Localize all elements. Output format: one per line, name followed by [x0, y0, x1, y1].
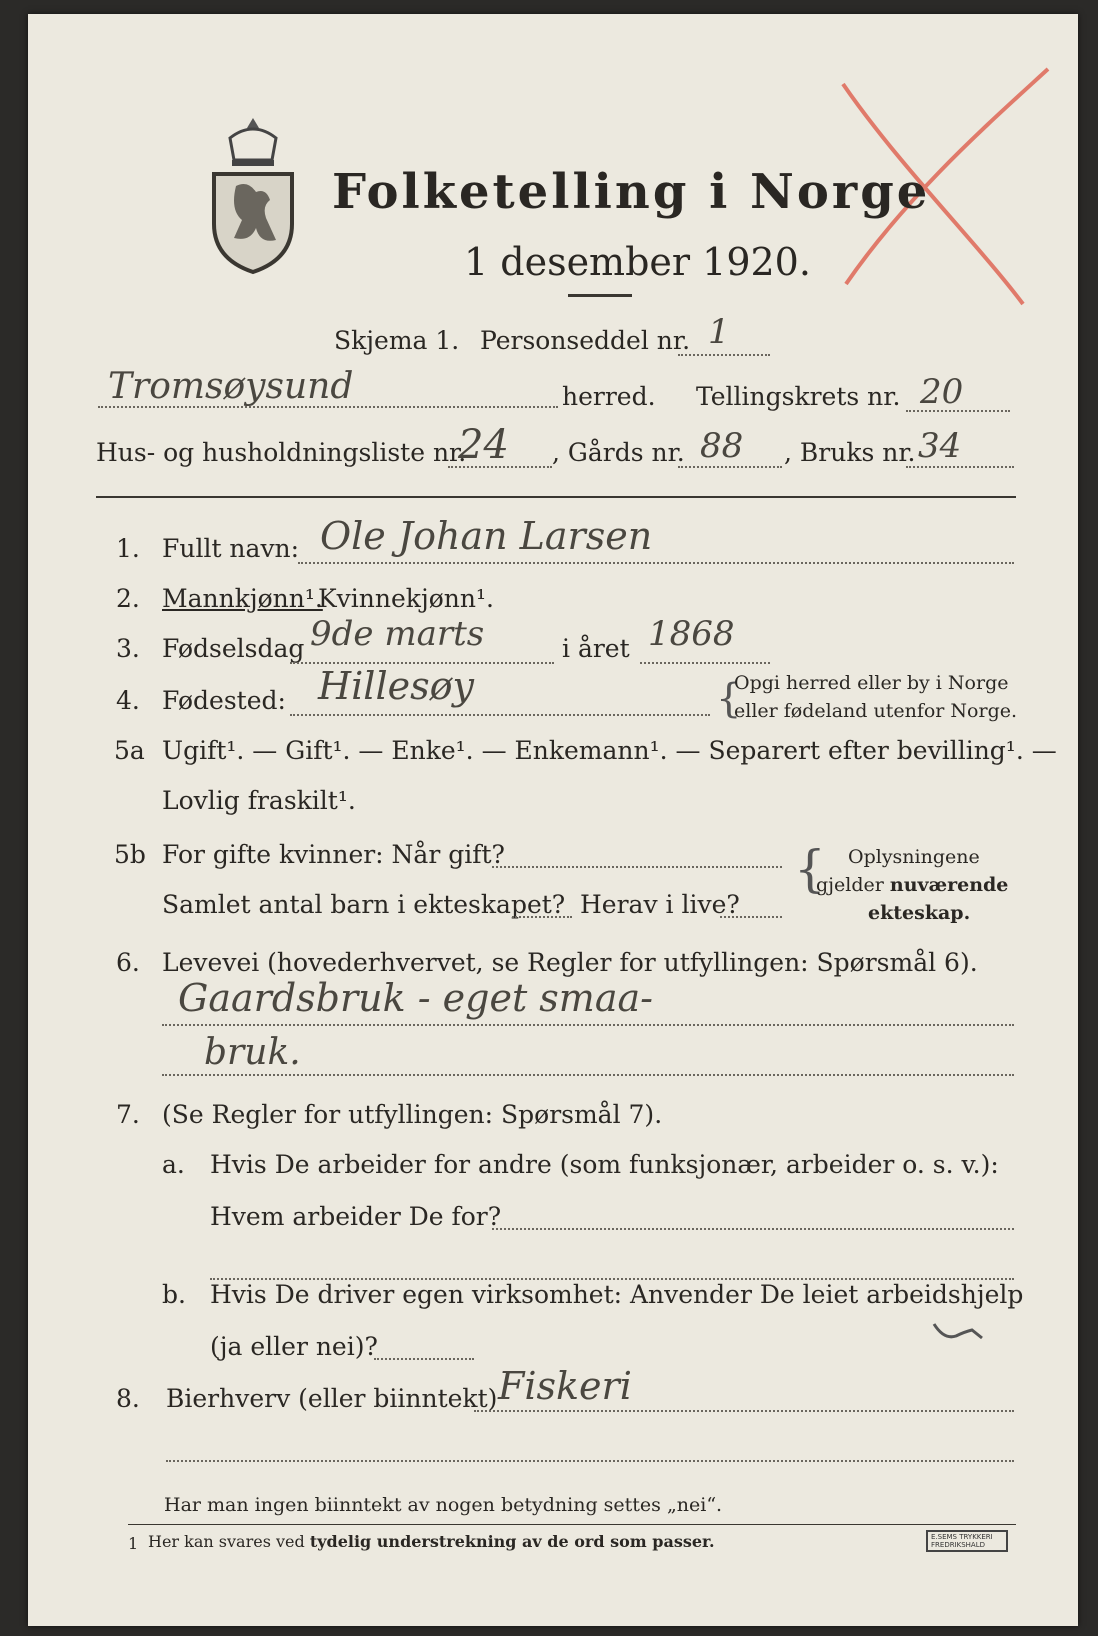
- full-name-value[interactable]: Ole Johan Larsen: [320, 514, 653, 558]
- gards-line: [678, 466, 782, 468]
- q4-note-line2: eller fødeland utenfor Norge.: [734, 700, 1018, 722]
- q7b-ja-nei-line: [374, 1358, 474, 1360]
- q7b-ja-nei-label: (ja eller nei)?: [210, 1332, 378, 1361]
- footnote-text-b: tydelig understrekning av de ord som passer.: [309, 1532, 715, 1551]
- kvinnekjonn-option[interactable]: Kvinnekjønn¹.: [318, 584, 494, 613]
- gards-value[interactable]: 88: [700, 426, 744, 466]
- q7-number: 7.: [116, 1100, 140, 1129]
- q7a-employer-line: [492, 1228, 1014, 1230]
- tellingskrets-label: Tellingskrets nr.: [696, 382, 901, 411]
- census-form-sheet: [28, 14, 1078, 1626]
- q5b-number: 5b: [114, 840, 146, 869]
- q3-year-label: i året: [562, 634, 630, 663]
- q4-label: Fødested:: [162, 686, 286, 715]
- occupation-value-line1[interactable]: Gaardsbruk - eget smaa-: [178, 976, 653, 1020]
- q7b-number: b.: [162, 1280, 186, 1309]
- q3-year-line: [640, 662, 770, 664]
- q8-number: 8.: [116, 1384, 140, 1413]
- herred-value[interactable]: Tromsøysund: [108, 366, 354, 407]
- q3-label: Fødselsdag: [162, 634, 305, 663]
- footnote-number: 1: [128, 1534, 139, 1553]
- q8-label: Bierhverv (eller biinntekt): [166, 1384, 498, 1413]
- title-divider: [568, 294, 632, 297]
- printer-stamp: E.SEMS TRYKKERI FREDRIKSHALD: [926, 1530, 1008, 1552]
- q4-brace: {: [716, 676, 742, 722]
- q7a-question: Hvis De arbeider for andre (som funksjonær, arbeider o. s. v.):: [210, 1150, 999, 1179]
- q6-line2: [162, 1074, 1014, 1076]
- occupation-value-line2[interactable]: bruk.: [204, 1032, 301, 1073]
- q6-label: Levevei (hovederhvervet, se Regler for utfyllingen: Spørsmål 6).: [162, 948, 978, 977]
- q2-number: 2.: [116, 584, 140, 613]
- q7-label: (Se Regler for utfyllingen: Spørsmål 7).: [162, 1100, 663, 1129]
- personseddel-line: [678, 354, 770, 356]
- birthplace-value[interactable]: Hillesøy: [318, 664, 474, 708]
- hus-value[interactable]: 24: [458, 422, 509, 468]
- birth-year-value[interactable]: 1868: [648, 614, 735, 654]
- q5b-children-line: [512, 916, 572, 918]
- tellingskrets-value[interactable]: 20: [920, 372, 964, 412]
- herred-label: herred.: [562, 382, 656, 411]
- q7b-pen-mark: [928, 1314, 988, 1354]
- birth-day-value[interactable]: 9de marts: [310, 614, 485, 654]
- q5b-married-line: [492, 866, 782, 868]
- marital-status-options[interactable]: Ugift¹. — Gift¹. — Enke¹. — Enkemann¹. — Separert efter bevilling¹. —: [162, 736, 1057, 765]
- q5b-children-label: Samlet antal barn i ekteskapet?: [162, 890, 566, 919]
- q5b-note-line3: ekteskap.: [868, 902, 971, 924]
- header-rule: [96, 496, 1016, 498]
- side-income-value[interactable]: Fiskeri: [498, 1364, 632, 1408]
- q6-line1: [162, 1024, 1014, 1026]
- hus-label: Hus- og husholdningsliste nr.: [96, 438, 467, 467]
- form-date: 1 desember 1920.: [464, 240, 811, 284]
- coat-of-arms-icon: [208, 116, 298, 276]
- bruks-label: , Bruks nr.: [784, 438, 916, 467]
- side-income-note: Har man ingen biinntekt av nogen betydning settes „nei“.: [164, 1494, 723, 1516]
- bruks-line: [906, 466, 1014, 468]
- lovlig-fraskilt-option[interactable]: Lovlig fraskilt¹.: [162, 786, 356, 815]
- q8-line2: [166, 1460, 1014, 1462]
- q7b-question: Hvis De driver egen virksomhet: Anvender De leiet arbeidshjelp: [210, 1280, 1024, 1309]
- q5b-note-line1: Oplysningene: [848, 846, 980, 868]
- q7a-number: a.: [162, 1150, 185, 1179]
- q5b-married-label: For gifte kvinner: Når gift?: [162, 840, 505, 869]
- q1-number: 1.: [116, 534, 140, 563]
- q5b-alive-line: [720, 916, 782, 918]
- q4-line: [290, 714, 710, 716]
- q5b-alive-label: Herav i live?: [580, 890, 740, 919]
- skjema-label: Skjema 1.: [334, 326, 460, 355]
- q1-line: [298, 562, 1014, 564]
- personseddel-label: Personseddel nr.: [480, 326, 691, 355]
- q5b-note-line2b: nuværende: [889, 874, 1009, 896]
- mannkjonn-option[interactable]: Mannkjønn¹.: [162, 584, 323, 613]
- q5b-note-line2a: gjelder: [816, 874, 890, 896]
- q7a-employer-label: Hvem arbeider De for?: [210, 1202, 502, 1231]
- form-title: Folketelling i Norge: [332, 164, 931, 220]
- q5b-brace: {: [794, 840, 826, 898]
- q4-number: 4.: [116, 686, 140, 715]
- q4-note-line1: Opgi herred eller by i Norge: [734, 672, 1009, 694]
- footer-rule: [128, 1524, 1016, 1525]
- bruks-value[interactable]: 34: [918, 426, 962, 466]
- personseddel-value[interactable]: 1: [708, 312, 730, 352]
- gards-label: , Gårds nr.: [552, 438, 685, 467]
- q5a-number: 5a: [114, 736, 145, 765]
- q6-number: 6.: [116, 948, 140, 977]
- q1-label: Fullt navn:: [162, 534, 300, 563]
- footnote-text-a: Her kan svares ved: [148, 1532, 310, 1551]
- q3-number: 3.: [116, 634, 140, 663]
- q8-line1: [474, 1410, 1014, 1412]
